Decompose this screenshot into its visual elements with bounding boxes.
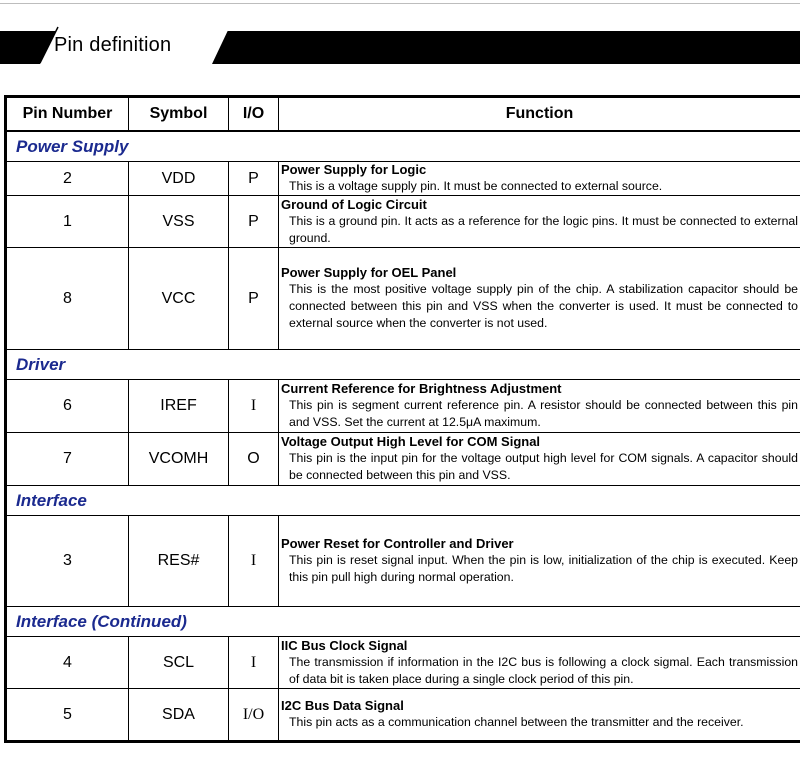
pin-function: [279, 380, 800, 433]
pin-number: 7: [7, 433, 129, 486]
section-title: Interface (Continued): [7, 607, 800, 637]
section-row-power-supply: [7, 131, 800, 162]
table-row: [7, 689, 800, 741]
pin-number: 2: [7, 162, 129, 196]
pin-number: 1: [7, 196, 129, 248]
section-title: Driver: [7, 350, 800, 380]
section-row-driver: [7, 350, 800, 380]
pin-symbol: RES#: [129, 516, 229, 607]
function-title: Ground of Logic Circuit: [281, 196, 427, 212]
function-title: Current Reference for Brightness Adjustment: [281, 381, 562, 396]
column-header-io: I/O: [229, 98, 279, 132]
section-row-interface-continued: [7, 607, 800, 637]
pin-symbol: SCL: [129, 637, 229, 689]
table-header-row: [7, 98, 800, 132]
table-row: [7, 433, 800, 486]
section-row-interface: [7, 486, 800, 516]
pin-io: I/O: [229, 689, 279, 741]
column-header-pin-number: Pin Number: [7, 98, 129, 132]
section-title: Power Supply: [7, 131, 800, 162]
table-row: [7, 637, 800, 689]
pin-number: 6: [7, 380, 129, 433]
section-title: Interface: [7, 486, 800, 516]
top-rule: [0, 0, 800, 4]
function-title: Voltage Output High Level for COM Signal: [281, 434, 541, 449]
function-description: This is a voltage supply pin. It must be connected to external source.: [289, 179, 663, 193]
table-row: [7, 516, 800, 607]
function-description: The transmission if information in the I2C bus is following a clock sigmal. Each transmission of data bit is taken place during a single clock period of this pin.: [289, 654, 798, 686]
function-description: This is the most positive voltage supply pin of the chip. A stabilization capacitor should be connected between this pin and VSS when the converter is used. It must be connected to external source when the converter is not used.: [289, 282, 798, 330]
pin-number: 4: [7, 637, 129, 689]
pin-number: 5: [7, 689, 129, 741]
table-row: [7, 162, 800, 196]
function-title: Power Supply for OEL Panel: [281, 265, 457, 280]
pin-symbol: VDD: [129, 162, 229, 196]
function-title: Power Reset for Controller and Driver: [281, 536, 514, 551]
pin-io: I: [229, 516, 279, 607]
pin-function: [279, 248, 800, 350]
column-header-function: Function: [279, 98, 800, 132]
function-description: This is a ground pin. It acts as a reference for the logic pins. It must be connected to external ground.: [289, 213, 798, 245]
pin-symbol: VSS: [129, 196, 229, 248]
pin-number: 8: [7, 248, 129, 350]
pin-function: [279, 162, 800, 196]
function-title: IIC Bus Clock Signal: [281, 637, 408, 653]
pin-symbol: IREF: [129, 380, 229, 433]
pin-function: [279, 516, 800, 607]
page-title: Pin definition: [54, 34, 172, 56]
function-description: This pin is the input pin for the voltage output high level for COM signals. A capacitor should be connected between this pin and VSS.: [289, 451, 798, 482]
table-row: [7, 196, 800, 248]
function-description: This pin acts as a communication channel between the transmitter and the receiver.: [289, 715, 744, 729]
table-row: [7, 248, 800, 350]
pin-function: [279, 433, 800, 486]
pin-function: [279, 637, 800, 689]
pin-io: I: [229, 637, 279, 689]
pin-io: I: [229, 380, 279, 433]
function-description: This pin is segment current reference pin. A resistor should be connected between this pin and VSS. Set the current at 12.5μA maximum.: [289, 398, 798, 429]
function-title: Power Supply for Logic: [281, 162, 427, 177]
pin-io: O: [229, 433, 279, 486]
pin-table: [4, 95, 800, 743]
pin-function: [279, 689, 800, 741]
function-description: This pin is reset signal input. When the pin is low, initialization of the chip is executed. Keep this pin pull high during normal operation.: [289, 553, 798, 584]
pin-symbol: SDA: [129, 689, 229, 741]
pin-io: P: [229, 162, 279, 196]
pin-io: P: [229, 248, 279, 350]
table-row: [7, 380, 800, 433]
pin-symbol: VCC: [129, 248, 229, 350]
pin-io: P: [229, 196, 279, 248]
column-header-symbol: Symbol: [129, 98, 229, 132]
pin-number: 3: [7, 516, 129, 607]
function-title: I2C Bus Data Signal: [281, 698, 404, 713]
pin-function: [279, 196, 800, 248]
pin-symbol: VCOMH: [129, 433, 229, 486]
